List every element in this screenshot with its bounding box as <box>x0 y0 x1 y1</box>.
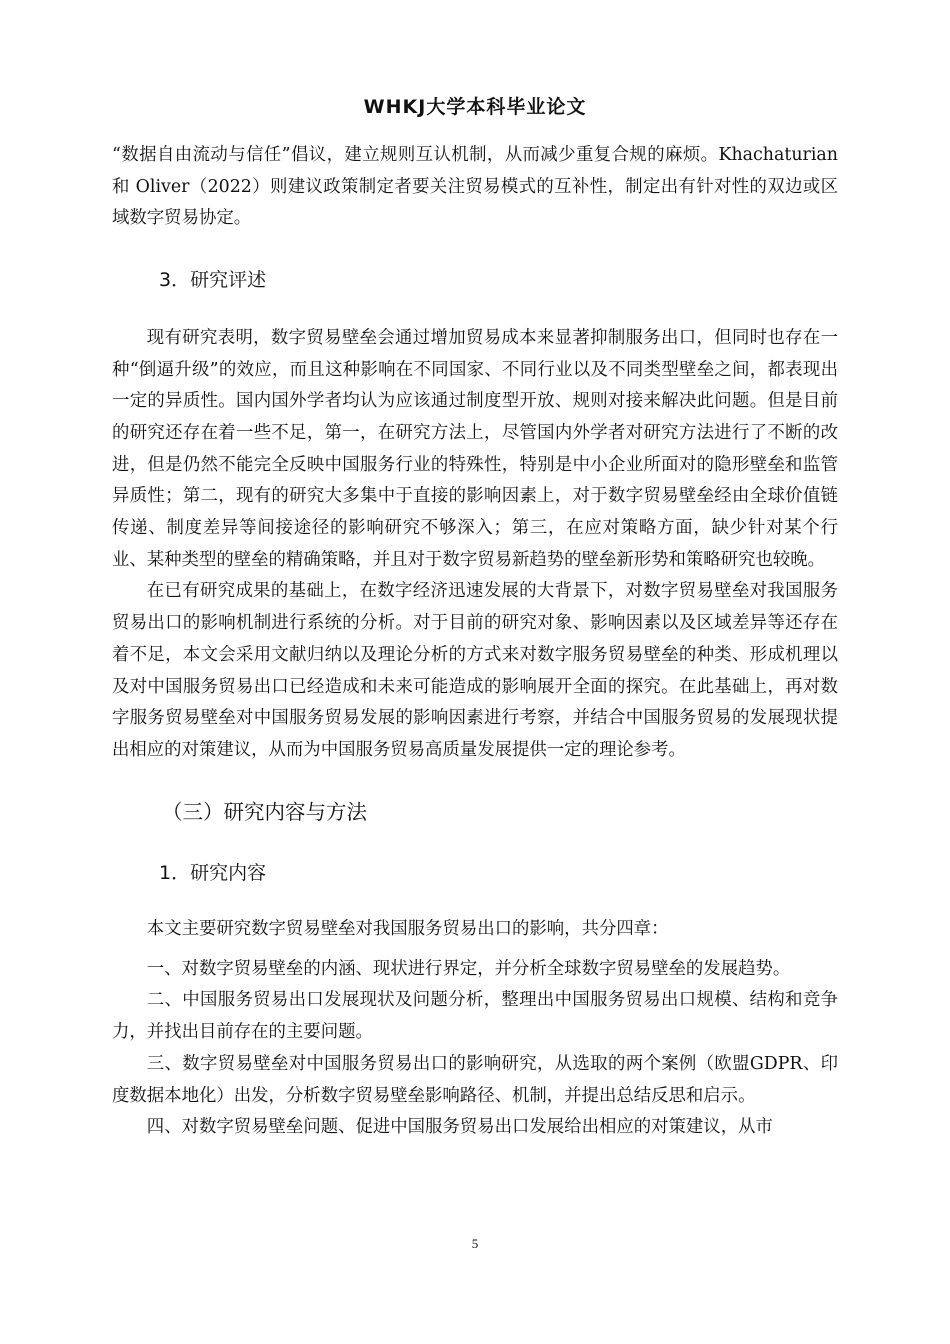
paragraph-chapter-4: 四、对数字贸易壁垒问题、促进中国服务贸易出口发展给出相应的对策建议，从市 <box>146 1117 773 1138</box>
document-body <box>112 140 838 1144</box>
paragraph-chapter-3: 三、数字贸易壁垒对中国服务贸易出口的影响研究，从选取的两个案例（欧盟GDPR、印度数据本地化）出发，分析数字贸易壁垒影响路径、机制，并提出总结反思和启示。 <box>112 1053 838 1106</box>
heading-research-content: 1．研究内容 <box>159 862 267 885</box>
paragraph-review-1: 现有研究表明，数字贸易壁垒会通过增加贸易成本来显著抑制服务出口，但同时也存在一种“倒逼升级”的效应，而且这种影响在不同国家、不同行业以及不同类型壁垒之间，都表现出一定的异质性。国内国外学者均认为应该通过制度型开放、规则对接来解决此问题。但是目前的研究还存在着一些不足，第一，在研究方法上，尽管国内外学者对研究方法进行了不断的改进，但是仍然不能完全反映中国服务行业的特殊性，特别是中小企业所面对的隐形壁垒和监管异质性；第二，现有的研究大多集中于直接的影响因素上，对于数字贸易壁垒经由全球价值链传递、制度差异等间接途径的影响研究不够深入；第三，在应对策略方面，缺少针对某个行业、某种类型的壁垒的精确策略，并且对于数字贸易新趋势的壁垒新形势和策略研究也较晚。 <box>112 327 838 570</box>
page-number: 5 <box>471 1236 479 1251</box>
heading-research-review: 3．研究评述 <box>159 269 267 292</box>
heading-section-three: （三）研究内容与方法 <box>162 799 367 824</box>
paragraph-review-2: 在已有研究成果的基础上，在数字经济迅速发展的大背景下，对数字贸易壁垒对我国服务贸易出口的影响机制进行系统的分析。对于目前的研究对象、影响因素以及区域差异等还存在着不足，本文会采用文献归纳以及理论分析的方式来对数字服务贸易壁垒的种类、形成机理以及对中国服务贸易出口已经造成和未来可能造成的影响展开全面的探究。在此基础上，再对数字服务贸易壁垒对中国服务贸易发展的影响因素进行考察，并结合中国服务贸易的发展现状提出相应的对策建议，从而为中国服务贸易高质量发展提供一定的理论参考。 <box>112 581 838 760</box>
paragraph-continued: “数据自由流动与信任”倡议，建立规则互认机制，从而减少重复合规的麻烦。Khachaturian 和 Oliver（2022）则建议政策制定者要关注贸易模式的互补性，制定出有针对性的双边或区域数字贸易协定。 <box>112 145 838 229</box>
page-header: WHKJ大学本科毕业论文 <box>363 96 587 118</box>
paragraph-chapter-2: 二、中国服务贸易出口发展现状及问题分析，整理出中国服务贸易出口规模、结构和竞争力，并找出目前存在的主要问题。 <box>112 990 838 1043</box>
paragraph-content-intro: 本文主要研究数字贸易壁垒对我国服务贸易出口的影响，共分四章： <box>146 919 669 940</box>
paragraph-chapter-1: 一、对数字贸易壁垒的内涵、现状进行界定，并分析全球数字贸易壁垒的发展趋势。 <box>146 958 791 979</box>
